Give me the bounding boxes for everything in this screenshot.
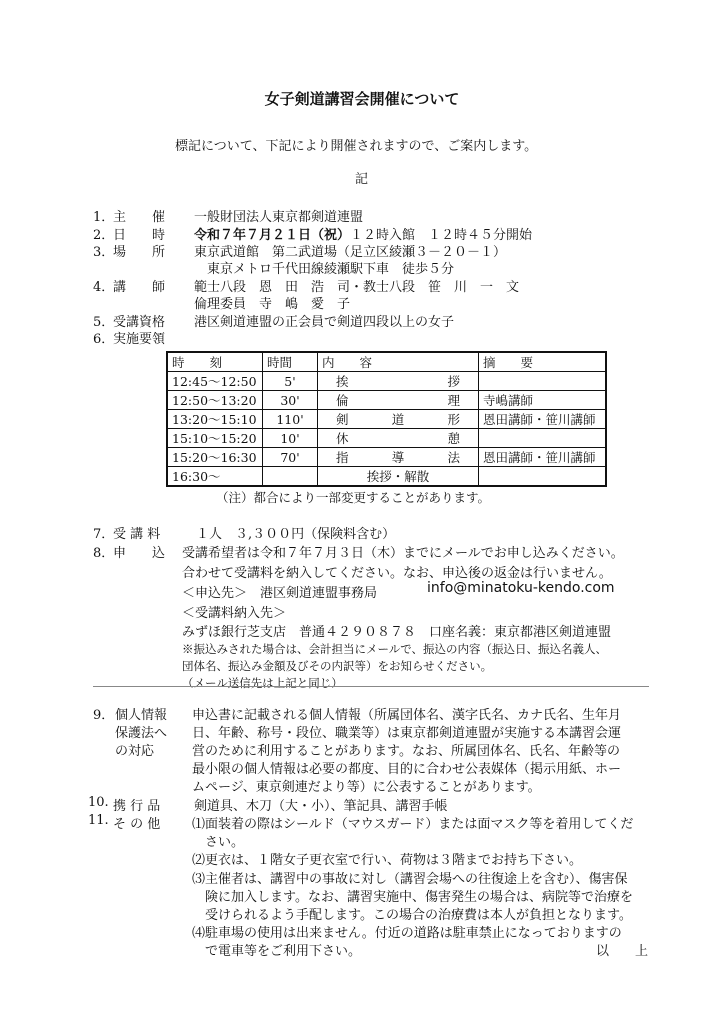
item-2-date: 令和７年７月２１日（祝） <box>194 228 351 243</box>
intro-text: 標記について、下記により開催されますので、ご案内します。 <box>175 139 538 154</box>
cell-note <box>479 467 607 487</box>
header-duration: 時間 <box>263 352 318 372</box>
other-line: ⑴面装着の際はシールド（マウスガード）または面マスク等を着用してくだ <box>192 817 634 832</box>
header-note: 摘 要 <box>479 352 607 372</box>
item-10-label: 携 行 品 <box>113 799 161 814</box>
apply-email-link[interactable]: info@minatoku-kendo.com <box>427 580 615 596</box>
item-9-label1: 個人情報 <box>115 708 168 723</box>
item-7-label: 受 講 料 <box>113 527 161 542</box>
item-3-num: 3． <box>93 245 115 260</box>
cell-time: 12:45～12:50 <box>167 372 263 391</box>
other-line: ⑶主催者は、講習中の事故に対し（講習会場への往復途上を含む）、傷害保 <box>192 872 628 887</box>
apply-note1: ※振込みされた場合は、会計担当にメールで、振込の内容（振込日、振込名義人、 <box>182 642 608 656</box>
cell-time: 15:10～15:20 <box>167 429 263 448</box>
table-header-row <box>167 352 606 372</box>
item-10-value: 剣道具、木刀（大・小）、筆記具、講習手帳 <box>194 799 448 814</box>
cell-content: 挨拶・解散 <box>318 467 479 487</box>
cell-content: 休 憩 <box>318 429 479 448</box>
apply-note2: 団体名、振込み金額及びその内訳等）をお知らせください。 <box>182 659 493 673</box>
cell-time: 12:50～13:20 <box>167 391 263 410</box>
cell-duration <box>263 467 318 487</box>
closing-ijo: 以 上 <box>596 944 649 959</box>
item-6-label: 実施要領 <box>113 332 166 347</box>
other-line: ⑷駐車場の使用は出来ません。付近の道路は駐車禁止になっておりますの <box>192 926 622 941</box>
cell-note <box>479 429 607 448</box>
privacy-line: 申込書に記載される個人情報（所属団体名、漢字氏名、カナ氏名、生年月 <box>192 708 622 723</box>
schedule-table <box>166 351 607 487</box>
cell-duration: 10' <box>263 429 318 448</box>
other-line: で電車等をご利用下さい。 <box>192 944 362 959</box>
item-1-value: 一般財団法人東京都剣道連盟 <box>194 210 364 225</box>
item-7-value: １人 ３,３００円（保険料含む） <box>196 527 396 542</box>
table-row <box>167 429 606 448</box>
cell-time: 15:20～16:30 <box>167 448 263 467</box>
schedule-footnote: （注）都合により一部変更することがあります。 <box>216 490 491 505</box>
item-8-num: 8． <box>93 546 115 561</box>
item-5-label: 受講資格 <box>113 315 166 330</box>
item-1-label: 主 催 <box>113 210 166 225</box>
apply-payee-label: ＜受講料納入先＞ <box>182 606 287 621</box>
apply-line1: 受講希望者は令和７年７月３日（木）までにメールでお申し込みください。 <box>182 546 624 561</box>
apply-note3: （メール送信先は上記と同じ） <box>182 676 343 690</box>
item-10-num: 10. <box>88 795 109 810</box>
cell-note <box>479 372 607 391</box>
cell-duration: 110' <box>263 410 318 429</box>
other-line: ⑵更衣は、１階女子更衣室で行い、荷物は３階までお持ち下さい。 <box>192 853 583 868</box>
cell-time: 13:20～15:10 <box>167 410 263 429</box>
cell-content: 剣 道 形 <box>318 410 479 429</box>
item-8-label: 申 込 <box>113 546 166 561</box>
item-7-num: 7． <box>93 527 115 542</box>
table-row <box>167 410 606 429</box>
cell-note: 寺嶋講師 <box>479 391 607 410</box>
item-4-line2: 倫理委員 寺 嶋 愛 子 <box>194 297 351 312</box>
other-line: さい。 <box>192 835 245 850</box>
item-5-num: 5． <box>93 315 115 330</box>
apply-bank: みずほ銀行芝支店 普通４２９０８７８ 口座名義：東京都港区剣道連盟 <box>182 625 612 640</box>
header-time: 時 刻 <box>167 352 263 372</box>
item-9-num: 9． <box>93 708 115 723</box>
item-9-label3: の対応 <box>115 744 155 759</box>
item-4-num: 4． <box>93 280 115 295</box>
cell-time: 16:30～ <box>167 467 263 487</box>
table-row <box>167 391 606 410</box>
cell-content: 指 導 法 <box>318 448 479 467</box>
other-line: 険に加入します。なお、講習実施中、傷害発生の場合は、病院等で治療を <box>192 890 633 905</box>
other-line: 受けられるよう手配します。この場合の治療費は本人が負担となります。 <box>192 908 632 923</box>
item-6-num: 6． <box>93 332 115 347</box>
item-3-line1: 東京武道館 第二武道場（足立区綾瀬３－２０－１） <box>194 245 507 260</box>
cell-content: 挨 拶 <box>318 372 479 391</box>
document-title: 女子剣道講習会開催について <box>264 90 460 108</box>
privacy-line: 最小限の個人情報は必要の都度、目的に合わせ公表媒体（掲示用紙、ホー <box>192 762 622 777</box>
apply-line2: 合わせて受講料を納入してください。なお、申込後の返金は行いません。 <box>182 566 612 581</box>
item-11-num: 11. <box>88 813 109 828</box>
apply-contact-label: ＜申込先＞ 港区剣道連盟事務局 <box>182 586 378 601</box>
item-3-line2: 東京メトロ千代田線綾瀬駅下車 徒歩５分 <box>207 262 455 277</box>
section-divider <box>93 686 649 687</box>
cell-note: 恩田講師・笹川講師 <box>479 410 607 429</box>
item-1-num: 1． <box>93 210 115 225</box>
cell-note: 恩田講師・笹川講師 <box>479 448 607 467</box>
cell-duration: 30' <box>263 391 318 410</box>
ki-heading: 記 <box>355 172 369 187</box>
cell-content: 倫 理 <box>318 391 479 410</box>
item-4-line1: 範士八段 恩 田 浩 司・教士八段 笹 川 一 文 <box>194 280 520 295</box>
table-row <box>167 467 606 487</box>
item-11-label: そ の 他 <box>113 817 161 832</box>
table-row <box>167 372 606 391</box>
item-2-num: 2． <box>93 228 115 243</box>
privacy-line: 営のために利用することがあります。なお、所属団体名、氏名、年齢等の <box>192 744 620 759</box>
item-4-label: 講 師 <box>113 280 166 295</box>
header-content: 内 容 <box>318 352 479 372</box>
item-3-label: 場 所 <box>113 245 166 260</box>
item-5-value: 港区剣道連盟の正会員で剣道四段以上の女子 <box>194 315 455 330</box>
cell-duration: 5' <box>263 372 318 391</box>
item-9-label2: 保護法へ <box>115 726 168 741</box>
privacy-line: ムページ、東京剣連だより等）に公表することがあります。 <box>192 780 541 795</box>
privacy-line: 日、年齢、称号・段位、職業等）は東京都剣道連盟が実施する本講習会運 <box>192 726 622 741</box>
cell-duration: 70' <box>263 448 318 467</box>
item-2-time: １２時入館 １２時４５分開始 <box>350 228 533 243</box>
table-row <box>167 448 606 467</box>
item-2-label: 日 時 <box>113 228 166 243</box>
